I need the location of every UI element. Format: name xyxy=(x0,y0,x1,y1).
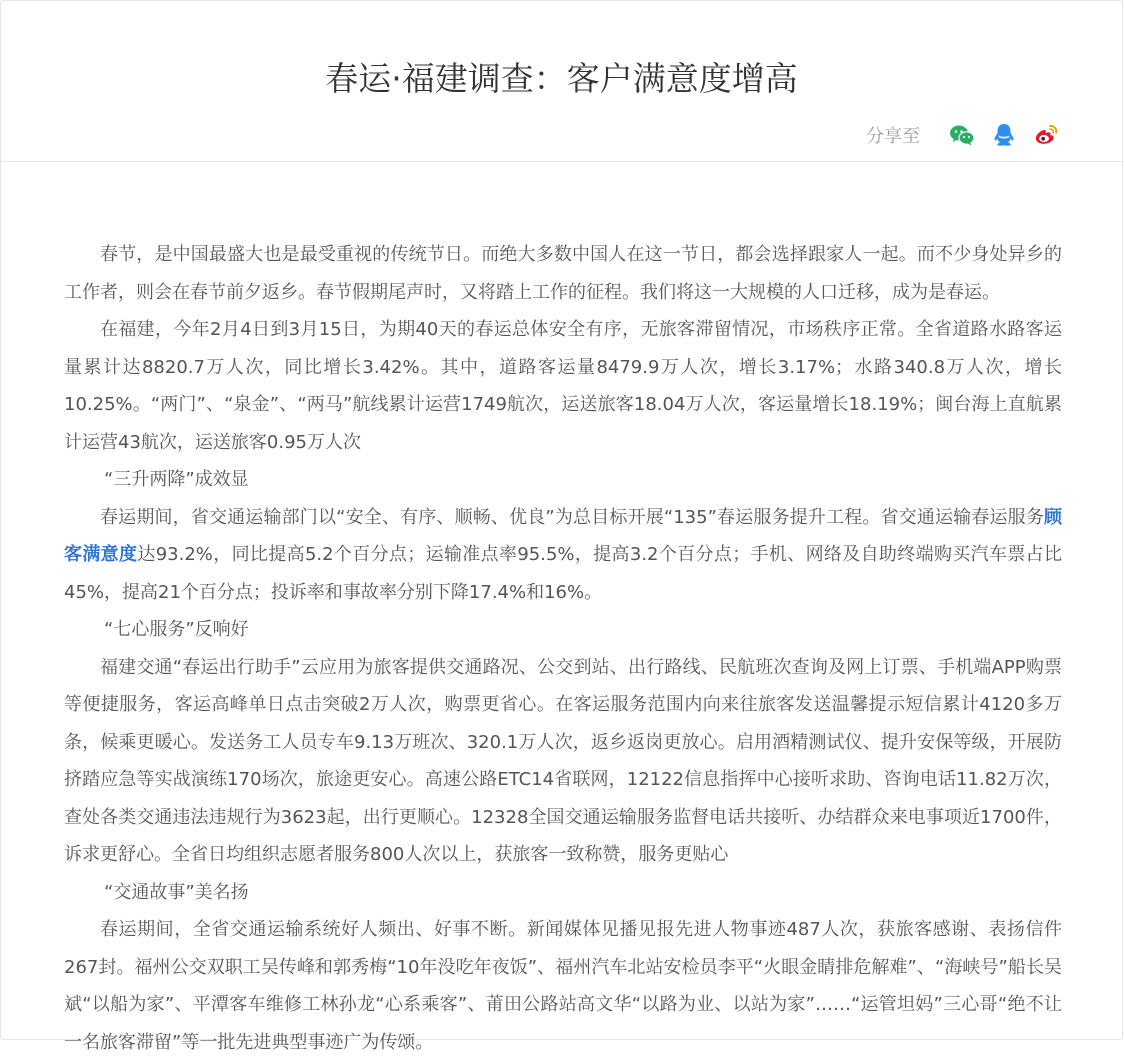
article-header xyxy=(1,1,1122,162)
paragraph-text: 春运期间，省交通运输部门以“安全、有序、顺畅、优良”为总目标开展“135”春运服务提升工程。省交通运输春运服务 xyxy=(100,506,1044,528)
qq-icon[interactable] xyxy=(990,121,1018,149)
paragraph: 福建交通“春运出行助手”云应用为旅客提供交通路况、公交到站、出行路线、民航班次查询及网上订票、手机端APP购票等便捷服务，客运高峰单日点击突破2万人次，购票更省心。在客运服务范围内向来往旅客发送温馨提示短信累计4120多万条，候乘更暖心。发送务工人员专车9.13万班次、320.1万人次，返乡返岗更放心。启用酒精测试仪、提升安保等级，开展防挤踏应急等实战演练170场次，旅途更安心。高速公路ETC14省联网，12122信息指挥中心接听求助、咨询电话11.82万次，查处各类交通违法违规行为3623起，出行更顺心。12328全国交通运输服务监督电话共接听、办结群众来电事项近1700件，诉求更舒心。全省日均组织志愿者服务800人次以上，获旅客一致称赞，服务更贴心 xyxy=(64,656,1062,865)
section-heading: “七心服务”反响好 xyxy=(104,619,249,640)
paragraph: 在福建，今年2月4日到3月15日，为期40天的春运总体安全有序，无旅客滞留情况，市场秩序正常。全省道路水路客运量累计达8820.7万人次，同比增长3.42%。其中，道路客运量8479.9万人次，增长3.17%；水路340.8万人次，增长10.25%。“两门”、“泉金”、“两马”航线累计运营1749航次，运送旅客18.04万人次，客运量增长18.19%；闽台海上直航累计运营43航次，运送旅客0.95万人次 xyxy=(64,319,1062,453)
article-title: 春运·福建调查：客户满意度增高 xyxy=(325,59,798,98)
share-label: 分享至 xyxy=(866,126,920,147)
paragraph: 春节，是中国最盛大也是最受重视的传统节日。而绝大多数中国人在这一节日，都会选择跟家人一起。而不少身处异乡的工作者，则会在春节前夕返乡。春节假期尾声时，又将踏上工作的征程。我们将这一大规模的人口迁移，成为是春运。 xyxy=(64,244,1062,303)
section-heading: “三升两降”成效显 xyxy=(104,469,249,490)
share-bar xyxy=(866,121,1060,149)
paragraph: 春运期间，全省交通运输系统好人频出、好事不断。新闻媒体见播见报先进人物事迹487人次，获旅客感谢、表扬信件267封。福州公交双职工吴传峰和郭秀梅“10年没吃年夜饭”、福州汽车北站安检员李平“火眼金睛排危解难”、“海峡号”船长吴斌“以船为家”、平潭客车维修工林孙龙“心系乘客”、莆田公路站高文华“以路为业、以站为家”……“运管坦妈”三心哥“绝不让一名旅客滞留”等一批先进典型事迹广为传颂。 xyxy=(64,919,1062,1053)
paragraph-text: 达93.2%，同比提高5.2个百分点；运输准点率95.5%，提高3.2个百分点；手机、网络及自助终端购买汽车票占比45%，提高21个百分点；投诉率和事故率分别下降17.4%和16%。 xyxy=(64,544,1062,603)
section-heading: “交通故事”美名扬 xyxy=(104,881,249,903)
keyword-link[interactable]: 顾客满意度 xyxy=(64,506,1062,565)
wechat-icon[interactable] xyxy=(948,121,976,149)
weibo-icon[interactable] xyxy=(1032,121,1060,149)
article-body xyxy=(64,236,1062,1061)
paragraph xyxy=(64,499,1062,612)
